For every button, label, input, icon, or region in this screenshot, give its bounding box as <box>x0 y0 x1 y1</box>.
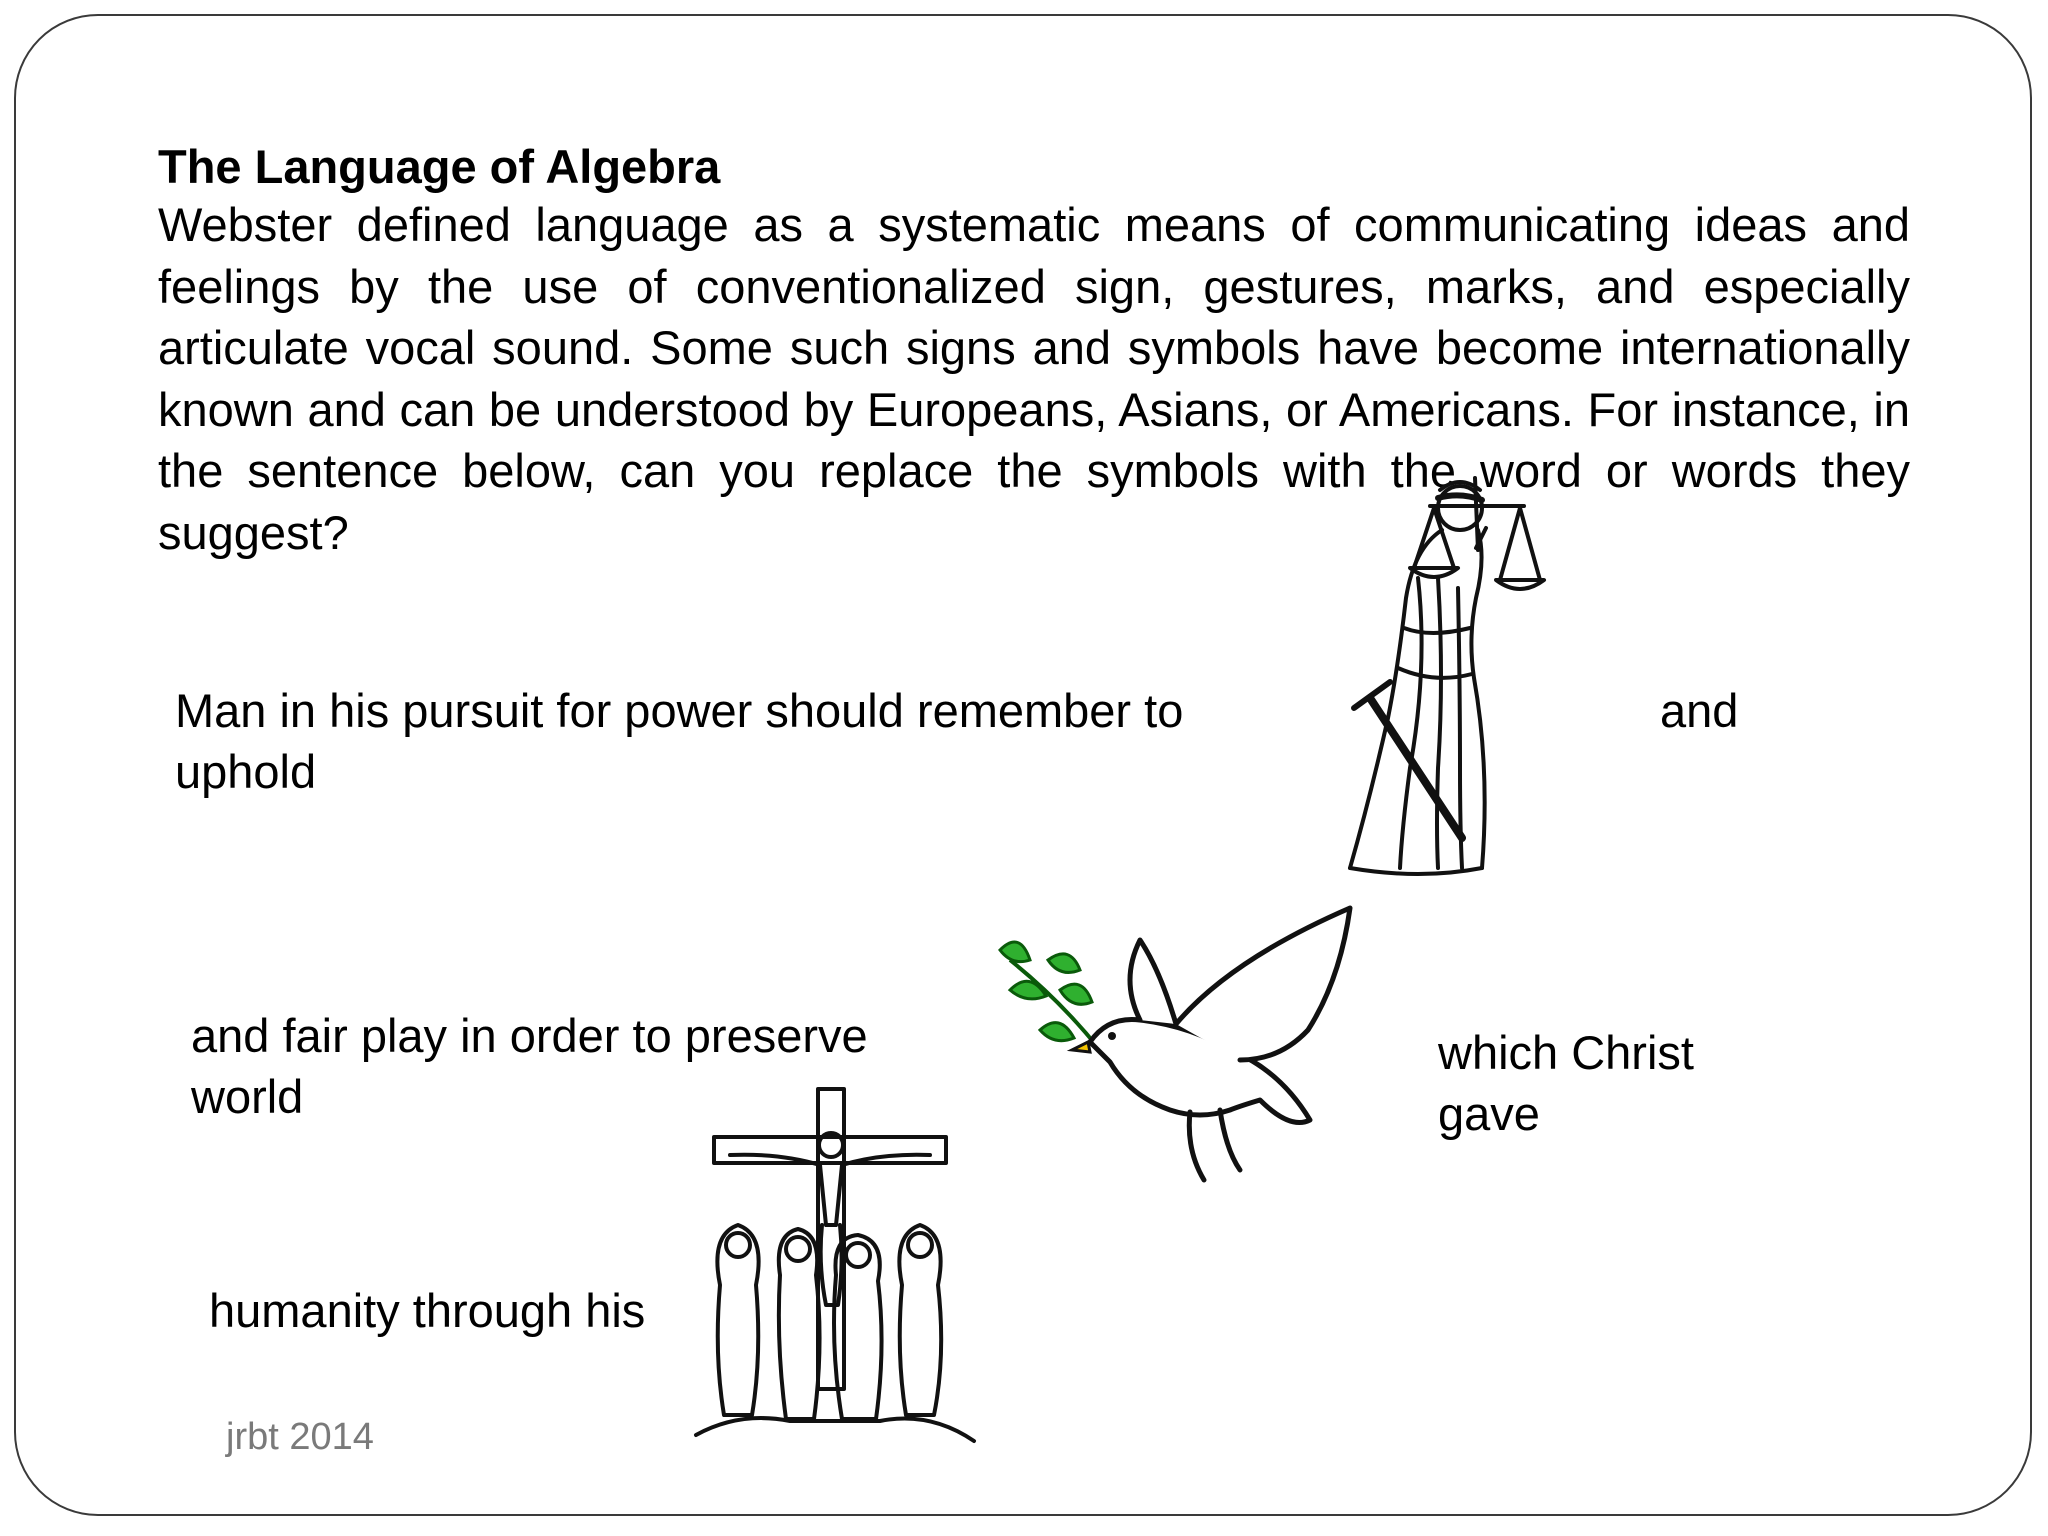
intro-paragraph: Webster defined language as a systematic means of communicating ideas and feelings by the use of conventionalized sign, gestures, marks, and especially articulate vocal sound. Some such signs and symbols have become internationally known and can be understood by Europeans, Asians, or Americans. For instance, in the sentence below, can you replace the symbols with the word or words they suggest? <box>158 198 1910 559</box>
sentence-part1-and: and <box>1660 684 1739 737</box>
slide-title: The Language of Algebra <box>158 140 721 193</box>
lady-justice-icon <box>1310 468 1550 878</box>
crucifixion-scene-icon <box>690 1085 980 1445</box>
sentence-part1-line2: uphold <box>175 745 317 798</box>
sentence-part3-line1: which Christ <box>1438 1026 1694 1079</box>
dove-with-olive-branch-icon <box>990 900 1360 1210</box>
sentence-part1-line1: Man in his pursuit for power should remember to <box>175 684 1184 737</box>
sentence-part2-line1: and fair play in order to preserve <box>191 1009 868 1062</box>
footer-credit: jrbt 2014 <box>226 1416 374 1458</box>
sentence-part4: humanity through his <box>209 1284 646 1337</box>
sentence-part3-line2: gave <box>1438 1087 1540 1140</box>
sentence-part2-line2: world <box>191 1070 304 1123</box>
